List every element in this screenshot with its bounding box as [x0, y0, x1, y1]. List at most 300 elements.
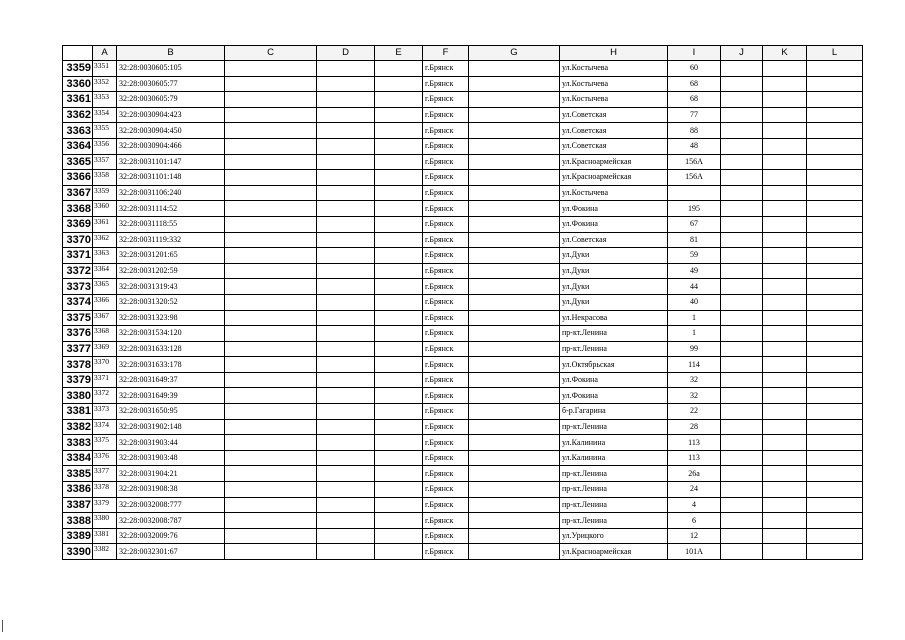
cell-k[interactable]: [763, 419, 807, 435]
cell-c[interactable]: [225, 232, 317, 248]
cell-f[interactable]: г.Брянск: [423, 404, 469, 420]
cell-d[interactable]: [317, 326, 375, 342]
cell-d[interactable]: [317, 513, 375, 529]
cell-l[interactable]: [807, 248, 863, 264]
cell-j[interactable]: [721, 123, 763, 139]
cell-f[interactable]: г.Брянск: [423, 450, 469, 466]
cell-l[interactable]: [807, 310, 863, 326]
row-number[interactable]: 3361: [63, 92, 93, 108]
cell-d[interactable]: [317, 232, 375, 248]
cell-k[interactable]: [763, 232, 807, 248]
cell-c[interactable]: [225, 123, 317, 139]
cell-h[interactable]: ул.Фокина: [560, 201, 668, 217]
row-number[interactable]: 3377: [63, 341, 93, 357]
cell-l[interactable]: [807, 388, 863, 404]
cell-k[interactable]: [763, 466, 807, 482]
cell-b[interactable]: 32:28:0030605:79: [117, 92, 225, 108]
cell-d[interactable]: [317, 482, 375, 498]
cell-j[interactable]: [721, 138, 763, 154]
cell-c[interactable]: [225, 170, 317, 186]
cell-l[interactable]: [807, 154, 863, 170]
cell-b[interactable]: 32:28:0031101:147: [117, 154, 225, 170]
cell-f[interactable]: г.Брянск: [423, 341, 469, 357]
cell-f[interactable]: г.Брянск: [423, 419, 469, 435]
cell-e[interactable]: [375, 294, 423, 310]
cell-d[interactable]: [317, 170, 375, 186]
cell-j[interactable]: [721, 544, 763, 560]
cell-k[interactable]: [763, 216, 807, 232]
cell-j[interactable]: [721, 419, 763, 435]
row-number[interactable]: 3360: [63, 76, 93, 92]
cell-h[interactable]: ул.Фокина: [560, 372, 668, 388]
cell-i[interactable]: [668, 185, 721, 201]
cell-c[interactable]: [225, 372, 317, 388]
cell-l[interactable]: [807, 528, 863, 544]
cell-b[interactable]: 32:28:0031902:148: [117, 419, 225, 435]
row-number[interactable]: 3385: [63, 466, 93, 482]
cell-b[interactable]: 32:28:0031649:39: [117, 388, 225, 404]
cell-d[interactable]: [317, 388, 375, 404]
cell-d[interactable]: [317, 294, 375, 310]
cell-k[interactable]: [763, 388, 807, 404]
cell-b[interactable]: 32:28:0031903:44: [117, 435, 225, 451]
cell-g[interactable]: [469, 544, 560, 560]
cell-f[interactable]: г.Брянск: [423, 248, 469, 264]
cell-a[interactable]: 3373: [93, 404, 117, 420]
cell-c[interactable]: [225, 341, 317, 357]
cell-g[interactable]: [469, 482, 560, 498]
cell-e[interactable]: [375, 216, 423, 232]
cell-d[interactable]: [317, 435, 375, 451]
cell-d[interactable]: [317, 185, 375, 201]
cell-h[interactable]: пр-кт.Ленина: [560, 497, 668, 513]
cell-h[interactable]: ул.Калинина: [560, 450, 668, 466]
cell-k[interactable]: [763, 294, 807, 310]
cell-d[interactable]: [317, 466, 375, 482]
cell-l[interactable]: [807, 185, 863, 201]
cell-e[interactable]: [375, 544, 423, 560]
cell-c[interactable]: [225, 419, 317, 435]
cell-b[interactable]: 32:28:0031101:148: [117, 170, 225, 186]
cell-k[interactable]: [763, 248, 807, 264]
cell-j[interactable]: [721, 279, 763, 295]
cell-j[interactable]: [721, 107, 763, 123]
cell-g[interactable]: [469, 232, 560, 248]
cell-h[interactable]: ул.Советская: [560, 138, 668, 154]
cell-a[interactable]: 3375: [93, 435, 117, 451]
cell-g[interactable]: [469, 76, 560, 92]
cell-l[interactable]: [807, 404, 863, 420]
cell-g[interactable]: [469, 404, 560, 420]
column-header-k[interactable]: K: [763, 46, 807, 61]
cell-c[interactable]: [225, 76, 317, 92]
cell-j[interactable]: [721, 201, 763, 217]
cell-a[interactable]: 3361: [93, 216, 117, 232]
cell-j[interactable]: [721, 513, 763, 529]
cell-j[interactable]: [721, 170, 763, 186]
cell-e[interactable]: [375, 388, 423, 404]
cell-i[interactable]: 195: [668, 201, 721, 217]
cell-f[interactable]: г.Брянск: [423, 357, 469, 373]
cell-j[interactable]: [721, 388, 763, 404]
cell-a[interactable]: 3379: [93, 497, 117, 513]
cell-j[interactable]: [721, 294, 763, 310]
row-number[interactable]: 3383: [63, 435, 93, 451]
row-number[interactable]: 3386: [63, 482, 93, 498]
cell-g[interactable]: [469, 450, 560, 466]
cell-j[interactable]: [721, 466, 763, 482]
cell-d[interactable]: [317, 263, 375, 279]
cell-c[interactable]: [225, 435, 317, 451]
cell-h[interactable]: ул.Костычева: [560, 61, 668, 77]
cell-a[interactable]: 3370: [93, 357, 117, 373]
cell-l[interactable]: [807, 482, 863, 498]
cell-j[interactable]: [721, 310, 763, 326]
cell-f[interactable]: г.Брянск: [423, 216, 469, 232]
cell-g[interactable]: [469, 357, 560, 373]
cell-h[interactable]: ул.Калинина: [560, 435, 668, 451]
cell-c[interactable]: [225, 482, 317, 498]
row-number[interactable]: 3382: [63, 419, 93, 435]
cell-c[interactable]: [225, 528, 317, 544]
cell-b[interactable]: 32:28:0032009:76: [117, 528, 225, 544]
cell-k[interactable]: [763, 154, 807, 170]
cell-f[interactable]: г.Брянск: [423, 232, 469, 248]
cell-h[interactable]: ул.Костычева: [560, 92, 668, 108]
cell-c[interactable]: [225, 513, 317, 529]
cell-h[interactable]: пр-кт.Ленина: [560, 513, 668, 529]
cell-a[interactable]: 3356: [93, 138, 117, 154]
cell-a[interactable]: 3354: [93, 107, 117, 123]
cell-k[interactable]: [763, 404, 807, 420]
cell-f[interactable]: г.Брянск: [423, 92, 469, 108]
cell-a[interactable]: 3365: [93, 279, 117, 295]
cell-i[interactable]: 32: [668, 372, 721, 388]
row-number[interactable]: 3374: [63, 294, 93, 310]
cell-g[interactable]: [469, 513, 560, 529]
cell-l[interactable]: [807, 107, 863, 123]
cell-c[interactable]: [225, 138, 317, 154]
cell-d[interactable]: [317, 248, 375, 264]
cell-h[interactable]: пр-кт.Ленина: [560, 341, 668, 357]
cell-d[interactable]: [317, 404, 375, 420]
cell-g[interactable]: [469, 248, 560, 264]
cell-f[interactable]: г.Брянск: [423, 294, 469, 310]
cell-d[interactable]: [317, 216, 375, 232]
cell-a[interactable]: 3369: [93, 341, 117, 357]
cell-l[interactable]: [807, 170, 863, 186]
cell-e[interactable]: [375, 326, 423, 342]
corner-cell[interactable]: [63, 46, 93, 61]
cell-d[interactable]: [317, 357, 375, 373]
cell-e[interactable]: [375, 123, 423, 139]
cell-c[interactable]: [225, 357, 317, 373]
cell-l[interactable]: [807, 513, 863, 529]
column-header-l[interactable]: L: [807, 46, 863, 61]
cell-h[interactable]: б-р.Гагарина: [560, 404, 668, 420]
cell-h[interactable]: ул.Советская: [560, 107, 668, 123]
cell-i[interactable]: 24: [668, 482, 721, 498]
cell-a[interactable]: 3351: [93, 61, 117, 77]
cell-e[interactable]: [375, 61, 423, 77]
cell-e[interactable]: [375, 419, 423, 435]
cell-k[interactable]: [763, 263, 807, 279]
cell-l[interactable]: [807, 497, 863, 513]
column-header-c[interactable]: C: [225, 46, 317, 61]
cell-h[interactable]: пр-кт.Ленина: [560, 482, 668, 498]
cell-d[interactable]: [317, 92, 375, 108]
row-number[interactable]: 3380: [63, 388, 93, 404]
cell-l[interactable]: [807, 123, 863, 139]
row-number[interactable]: 3378: [63, 357, 93, 373]
cell-a[interactable]: 3377: [93, 466, 117, 482]
cell-g[interactable]: [469, 201, 560, 217]
cell-j[interactable]: [721, 372, 763, 388]
cell-k[interactable]: [763, 357, 807, 373]
column-header-g[interactable]: G: [469, 46, 560, 61]
cell-f[interactable]: г.Брянск: [423, 123, 469, 139]
cell-g[interactable]: [469, 466, 560, 482]
cell-j[interactable]: [721, 528, 763, 544]
cell-a[interactable]: 3355: [93, 123, 117, 139]
cell-e[interactable]: [375, 154, 423, 170]
cell-f[interactable]: г.Брянск: [423, 482, 469, 498]
cell-h[interactable]: ул.Советская: [560, 232, 668, 248]
cell-k[interactable]: [763, 61, 807, 77]
cell-i[interactable]: 99: [668, 341, 721, 357]
cell-c[interactable]: [225, 310, 317, 326]
cell-a[interactable]: 3362: [93, 232, 117, 248]
cell-g[interactable]: [469, 419, 560, 435]
cell-b[interactable]: 32:28:0030904:423: [117, 107, 225, 123]
cell-d[interactable]: [317, 544, 375, 560]
cell-g[interactable]: [469, 170, 560, 186]
cell-g[interactable]: [469, 138, 560, 154]
cell-d[interactable]: [317, 450, 375, 466]
cell-f[interactable]: г.Брянск: [423, 154, 469, 170]
cell-k[interactable]: [763, 185, 807, 201]
cell-h[interactable]: пр-кт.Ленина: [560, 466, 668, 482]
cell-k[interactable]: [763, 76, 807, 92]
cell-h[interactable]: ул.Некрасова: [560, 310, 668, 326]
cell-a[interactable]: 3380: [93, 513, 117, 529]
cell-c[interactable]: [225, 92, 317, 108]
cell-e[interactable]: [375, 248, 423, 264]
cell-f[interactable]: г.Брянск: [423, 497, 469, 513]
cell-b[interactable]: 32:28:0031202:59: [117, 263, 225, 279]
cell-g[interactable]: [469, 435, 560, 451]
cell-i[interactable]: 67: [668, 216, 721, 232]
cell-l[interactable]: [807, 263, 863, 279]
cell-i[interactable]: 28: [668, 419, 721, 435]
cell-i[interactable]: 44: [668, 279, 721, 295]
cell-d[interactable]: [317, 61, 375, 77]
cell-b[interactable]: 32:28:0030605:105: [117, 61, 225, 77]
cell-j[interactable]: [721, 232, 763, 248]
cell-j[interactable]: [721, 450, 763, 466]
cell-f[interactable]: г.Брянск: [423, 138, 469, 154]
cell-d[interactable]: [317, 123, 375, 139]
cell-l[interactable]: [807, 201, 863, 217]
cell-g[interactable]: [469, 279, 560, 295]
cell-k[interactable]: [763, 92, 807, 108]
cell-b[interactable]: 32:28:0031650:95: [117, 404, 225, 420]
cell-k[interactable]: [763, 450, 807, 466]
cell-l[interactable]: [807, 357, 863, 373]
cell-h[interactable]: ул.Красноармейская: [560, 170, 668, 186]
cell-b[interactable]: 32:28:0030605:77: [117, 76, 225, 92]
cell-l[interactable]: [807, 279, 863, 295]
cell-e[interactable]: [375, 497, 423, 513]
column-header-e[interactable]: E: [375, 46, 423, 61]
cell-k[interactable]: [763, 326, 807, 342]
row-number[interactable]: 3375: [63, 310, 93, 326]
cell-i[interactable]: 59: [668, 248, 721, 264]
cell-h[interactable]: ул.Красноармейская: [560, 154, 668, 170]
cell-l[interactable]: [807, 544, 863, 560]
cell-k[interactable]: [763, 513, 807, 529]
cell-j[interactable]: [721, 61, 763, 77]
cell-g[interactable]: [469, 388, 560, 404]
cell-c[interactable]: [225, 326, 317, 342]
cell-k[interactable]: [763, 310, 807, 326]
cell-a[interactable]: 3382: [93, 544, 117, 560]
cell-g[interactable]: [469, 294, 560, 310]
cell-i[interactable]: 40: [668, 294, 721, 310]
cell-j[interactable]: [721, 216, 763, 232]
cell-i[interactable]: 1: [668, 326, 721, 342]
cell-f[interactable]: г.Брянск: [423, 279, 469, 295]
cell-i[interactable]: 32: [668, 388, 721, 404]
row-number[interactable]: 3390: [63, 544, 93, 560]
cell-k[interactable]: [763, 201, 807, 217]
cell-g[interactable]: [469, 61, 560, 77]
cell-k[interactable]: [763, 341, 807, 357]
cell-f[interactable]: г.Брянск: [423, 372, 469, 388]
row-number[interactable]: 3371: [63, 248, 93, 264]
cell-b[interactable]: 32:28:0031320:52: [117, 294, 225, 310]
row-number[interactable]: 3373: [63, 279, 93, 295]
cell-i[interactable]: 156А: [668, 154, 721, 170]
cell-j[interactable]: [721, 263, 763, 279]
cell-d[interactable]: [317, 154, 375, 170]
cell-c[interactable]: [225, 248, 317, 264]
cell-d[interactable]: [317, 76, 375, 92]
cell-g[interactable]: [469, 107, 560, 123]
row-number[interactable]: 3365: [63, 154, 93, 170]
row-number[interactable]: 3366: [63, 170, 93, 186]
cell-i[interactable]: 114: [668, 357, 721, 373]
row-number[interactable]: 3384: [63, 450, 93, 466]
row-number[interactable]: 3387: [63, 497, 93, 513]
cell-e[interactable]: [375, 372, 423, 388]
cell-f[interactable]: г.Брянск: [423, 201, 469, 217]
cell-h[interactable]: ул.Дуки: [560, 263, 668, 279]
cell-h[interactable]: ул.Октябрьская: [560, 357, 668, 373]
row-number[interactable]: 3372: [63, 263, 93, 279]
cell-c[interactable]: [225, 544, 317, 560]
cell-a[interactable]: 3378: [93, 482, 117, 498]
cell-c[interactable]: [225, 154, 317, 170]
cell-c[interactable]: [225, 107, 317, 123]
cell-k[interactable]: [763, 435, 807, 451]
cell-d[interactable]: [317, 201, 375, 217]
cell-a[interactable]: 3366: [93, 294, 117, 310]
cell-j[interactable]: [721, 482, 763, 498]
cell-g[interactable]: [469, 372, 560, 388]
cell-k[interactable]: [763, 107, 807, 123]
column-header-j[interactable]: J: [721, 46, 763, 61]
cell-f[interactable]: г.Брянск: [423, 170, 469, 186]
cell-e[interactable]: [375, 435, 423, 451]
cell-h[interactable]: пр-кт.Ленина: [560, 419, 668, 435]
cell-b[interactable]: 32:28:0031319:43: [117, 279, 225, 295]
cell-g[interactable]: [469, 310, 560, 326]
cell-e[interactable]: [375, 357, 423, 373]
cell-g[interactable]: [469, 341, 560, 357]
cell-k[interactable]: [763, 482, 807, 498]
cell-e[interactable]: [375, 170, 423, 186]
cell-j[interactable]: [721, 497, 763, 513]
cell-l[interactable]: [807, 450, 863, 466]
cell-b[interactable]: 32:28:0031114:52: [117, 201, 225, 217]
cell-e[interactable]: [375, 138, 423, 154]
cell-a[interactable]: 3374: [93, 419, 117, 435]
row-number[interactable]: 3389: [63, 528, 93, 544]
cell-g[interactable]: [469, 326, 560, 342]
cell-e[interactable]: [375, 232, 423, 248]
cell-k[interactable]: [763, 372, 807, 388]
cell-f[interactable]: г.Брянск: [423, 185, 469, 201]
cell-i[interactable]: 4: [668, 497, 721, 513]
cell-h[interactable]: ул.Фокина: [560, 216, 668, 232]
cell-j[interactable]: [721, 404, 763, 420]
cell-i[interactable]: 26а: [668, 466, 721, 482]
cell-a[interactable]: 3371: [93, 372, 117, 388]
cell-b[interactable]: 32:28:0031903:48: [117, 450, 225, 466]
cell-h[interactable]: ул.Дуки: [560, 248, 668, 264]
cell-a[interactable]: 3357: [93, 154, 117, 170]
cell-i[interactable]: 113: [668, 450, 721, 466]
cell-i[interactable]: 88: [668, 123, 721, 139]
cell-j[interactable]: [721, 92, 763, 108]
cell-f[interactable]: г.Брянск: [423, 528, 469, 544]
cell-l[interactable]: [807, 435, 863, 451]
cell-a[interactable]: 3372: [93, 388, 117, 404]
cell-f[interactable]: г.Брянск: [423, 61, 469, 77]
cell-e[interactable]: [375, 279, 423, 295]
cell-e[interactable]: [375, 263, 423, 279]
cell-a[interactable]: 3358: [93, 170, 117, 186]
cell-l[interactable]: [807, 61, 863, 77]
cell-b[interactable]: 32:28:0031119:332: [117, 232, 225, 248]
cell-f[interactable]: г.Брянск: [423, 544, 469, 560]
cell-l[interactable]: [807, 232, 863, 248]
cell-e[interactable]: [375, 76, 423, 92]
cell-a[interactable]: 3364: [93, 263, 117, 279]
cell-a[interactable]: 3353: [93, 92, 117, 108]
cell-i[interactable]: 60: [668, 61, 721, 77]
cell-l[interactable]: [807, 138, 863, 154]
cell-k[interactable]: [763, 123, 807, 139]
cell-e[interactable]: [375, 513, 423, 529]
cell-g[interactable]: [469, 497, 560, 513]
cell-a[interactable]: 3376: [93, 450, 117, 466]
cell-b[interactable]: 32:28:0031118:55: [117, 216, 225, 232]
cell-k[interactable]: [763, 170, 807, 186]
cell-j[interactable]: [721, 248, 763, 264]
cell-j[interactable]: [721, 185, 763, 201]
